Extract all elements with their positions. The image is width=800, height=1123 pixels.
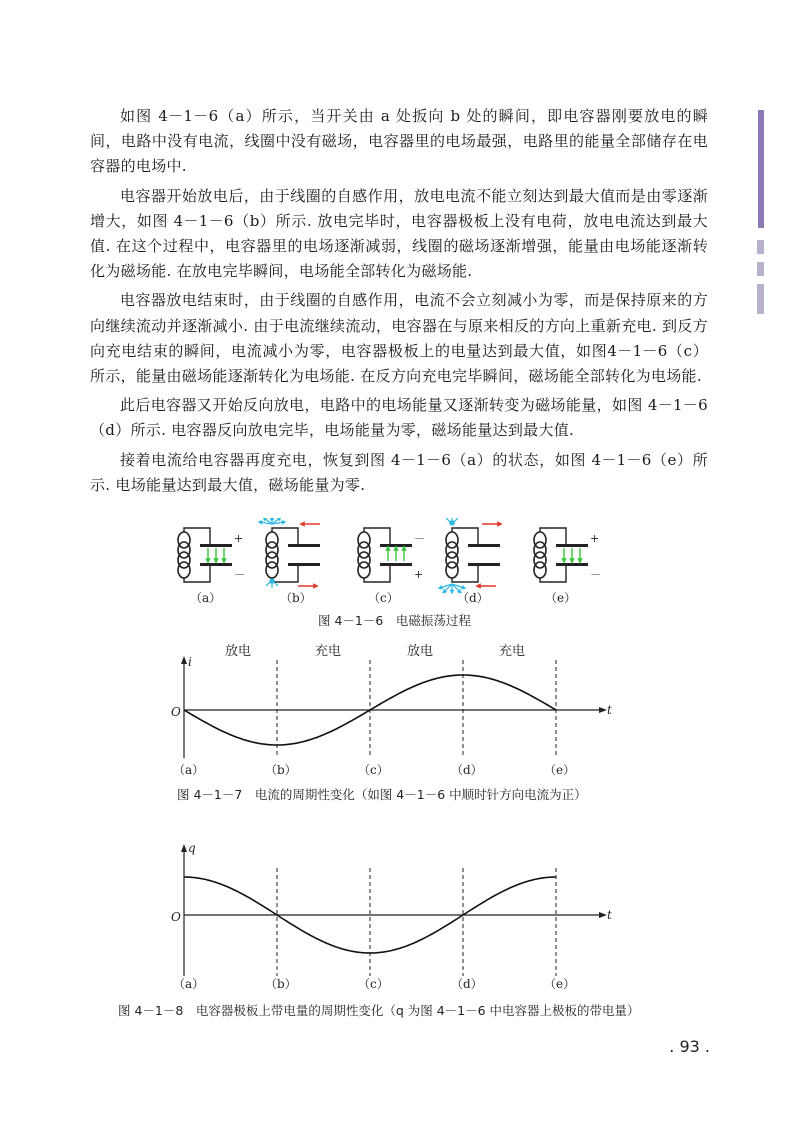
circuit-a xyxy=(178,528,245,582)
side-mark xyxy=(757,284,764,314)
y-axis-label: q xyxy=(188,841,196,855)
y-axis-arrow xyxy=(181,844,187,852)
tick-label: （d） xyxy=(451,763,483,777)
fig8-caption: 图 4－1－8 电容器极板上带电量的周期性变化（q 为图 4－1－6 中电容器上极板的带电量） xyxy=(118,1003,640,1018)
x-axis-label: t xyxy=(607,703,612,717)
fig6-label-d: （d） xyxy=(457,591,489,605)
paragraph: 电容器开始放电后，由于线圈的自感作用，放电电流不能立刻达到最大值而是由零逐渐增大，如图 4－1－6（b）所示. 放电完毕时，电容器极板上没有电荷，放电电流达到最大值. 在这个过程中，电容器里的电场逐渐减弱，线圈的磁场逐渐增强，能量由电场能逐渐转化为磁场能. 在放电完毕瞬间，电场能全部转化为磁场能. xyxy=(90,186,708,281)
minus-sign: － xyxy=(234,568,245,581)
fig6-label-a: （a） xyxy=(190,591,222,605)
paragraph: 接着电流给电容器再度充电，恢复到图 4－1－6（a）的状态，如图 4－1－6（e）所示. 电场能量达到最大值，磁场能量为零. xyxy=(90,450,708,494)
figure-current-graph xyxy=(165,640,625,780)
plus-sign: + xyxy=(414,568,424,581)
fig6-label-e: （e） xyxy=(545,591,577,605)
fig6-label-b: （b） xyxy=(280,591,312,605)
circuit-e xyxy=(534,528,601,582)
plus-sign: + xyxy=(590,532,600,545)
fig7-caption: 图 4－1－7 电流的周期性变化（如图 4－1－6 中顺时针方向电流为正） xyxy=(177,787,587,802)
phase-label: 放电 xyxy=(407,644,434,659)
tick-label: （b） xyxy=(265,977,297,991)
circuit-d xyxy=(440,518,500,592)
paragraph: 如图 4－1－6（a）所示，当开关由 a 处扳向 b 处的瞬间，即电容器刚要放电的瞬间，电路中没有电流，线圈中没有磁场，电容器里的电场最强，电路里的能量全部储存在电容器的电场中. xyxy=(90,107,708,176)
paragraph: 此后电容器又开始反向放电，电路中的电场能量又逐渐转变为磁场能量，如图 4－1－6（d）所示. 电容器反向放电完毕，电场能量为零，磁场能量达到最大值. xyxy=(90,396,708,440)
tick-label: （a） xyxy=(173,977,205,991)
x-axis-arrow xyxy=(599,707,607,713)
side-mark xyxy=(757,240,764,254)
phase-label: 放电 xyxy=(225,644,252,659)
circuit-c xyxy=(358,528,425,582)
phase-label: 充电 xyxy=(499,644,526,659)
page-number: . 93 . xyxy=(669,1037,710,1056)
paragraph: 电容器放电结束时，由于线圈的自感作用，电流不会立刻减小为零，而是保持原来的方向继续流动并逐渐减小. 由于电流继续流动，电容器在与原来相反的方向上重新充电. 到反方向充电结束的瞬间，电流减小为零，电容器极板上的电量达到最大值，如图4－1－6（c）所示，能量由磁场能逐渐转化为电场能. 在反方向充电完毕瞬间，磁场能全部转化为电场能. xyxy=(90,291,708,386)
circuit-b xyxy=(260,518,320,588)
figure-lc-oscillation xyxy=(170,518,630,608)
x-axis-arrow xyxy=(599,912,607,918)
origin-label: O xyxy=(171,705,181,719)
origin-label: O xyxy=(171,910,181,924)
phase-label: 充电 xyxy=(315,644,342,659)
y-axis-label: i xyxy=(188,655,192,669)
fig6-caption: 图 4－1－6 电磁振荡过程 xyxy=(318,613,471,628)
phase-dividers xyxy=(277,868,556,976)
side-mark xyxy=(757,262,764,276)
tick-label: （c） xyxy=(358,977,389,991)
y-axis-arrow xyxy=(181,656,187,664)
tick-label: （a） xyxy=(173,763,205,777)
x-axis-label: t xyxy=(607,908,612,922)
side-tab-marker xyxy=(758,110,764,228)
body-text xyxy=(90,104,708,502)
tick-label: （e） xyxy=(544,763,576,777)
tick-label: （e） xyxy=(544,977,576,991)
figure-charge-graph xyxy=(165,838,625,998)
fig6-label-c: （c） xyxy=(368,591,399,605)
tick-label: （d） xyxy=(451,977,483,991)
plus-sign: + xyxy=(234,532,244,545)
phase-dividers xyxy=(277,660,556,758)
minus-sign: － xyxy=(414,532,425,545)
tick-label: （c） xyxy=(358,763,389,777)
minus-sign: － xyxy=(590,568,601,581)
tick-label: （b） xyxy=(265,763,297,777)
